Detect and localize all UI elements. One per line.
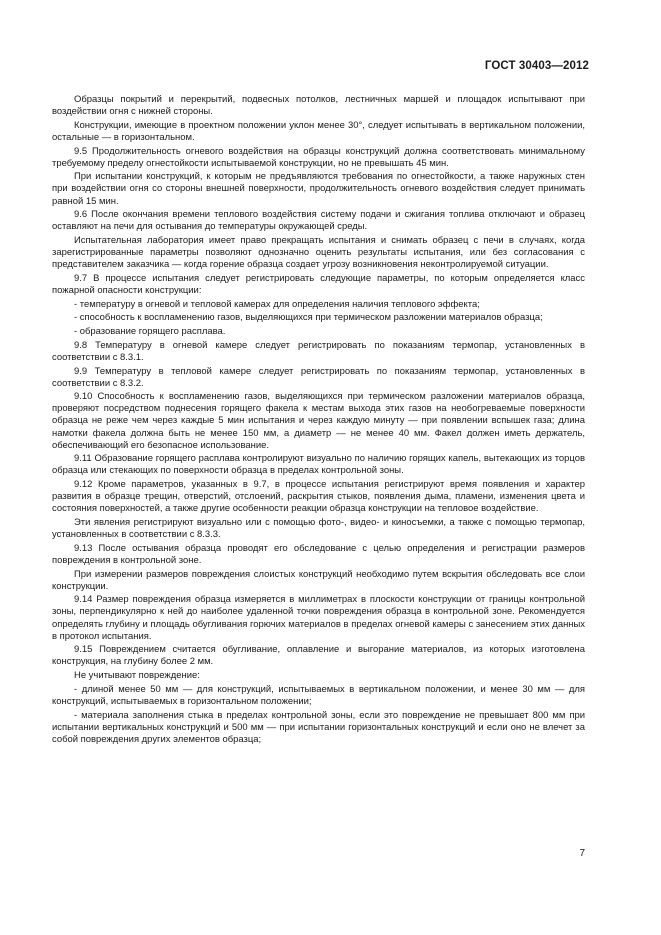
paragraph: 9.12 Кроме параметров, указанных в 9.7, в процессе испытания регистрируют время появления и характер развития в образце трещин, отверстий, отслоений, раскрытия стыков, появления дыма, пламени, изменения цвета и состояния поверхностей, а также другие особенности реакции образца конструкции на тепловое воздействие. (52, 479, 585, 515)
paragraph: 9.8 Температуру в огневой камере следует регистрировать по показаниям термопар, установленных в соответствии с 8.3.1. (52, 339, 585, 363)
paragraph: 9.7 В процессе испытания следует регистрировать следующие параметры, по которым определяется класс пожарной опасности конструкции: (52, 272, 585, 296)
list-item: - способность к воспламенению газов, выделяющихся при термическом разложении материалов образца; (74, 312, 543, 324)
document-header: ГОСТ 30403—2012 (484, 60, 589, 72)
paragraph: Эти явления регистрируют визуально или с помощью фото-, видео- и киносъемки, а также с помощью термопар, установленных в соответствии с 8.3.3. (52, 517, 585, 541)
paragraph: При измерении размеров повреждения слоистых конструкций необходимо путем вскрытия обследовать все слои конструкции. (52, 568, 585, 592)
paragraph: 9.10 Способность к воспламенению газов, выделяющихся при термическом разложении материалов образца, проверяют посредством поднесения горящего факела к местам выхода этих газов на необогреваемые поверхности образца не реже чем через каждые 5 мин испытания и через каждую минуту — при появлении вспышек газа; длина намотки факела должна быть не менее 150 мм, а диаметр — не менее 40 мм. Факел должен иметь держатель, обеспечивающий его безопасное использование. (52, 391, 585, 451)
document-body (52, 94, 585, 747)
paragraph: Конструкции, имеющие в проектном положении уклон менее 30°, следует испытывать в вертикальном положении, остальные — в горизонтальном. (52, 119, 585, 143)
paragraph: Не учитывают повреждение: (74, 670, 200, 682)
paragraph: 9.9 Температуру в тепловой камере следует регистрировать по показаниям термопар, установленных в соответствии с 8.3.2. (52, 365, 585, 389)
paragraph: 9.5 Продолжительность огневого воздействия на образцы конструкций должна соответствовать минимальному требуемому пределу огнестойкости испытываемой конструкции, но не превышать 45 мин. (52, 145, 585, 169)
paragraph: 9.11 Образование горящего расплава контролируют визуально по наличию горящих капель, вытекающих из торцов образца или стекающих по поверхности образца в пределах контрольной зоны. (52, 453, 585, 477)
paragraph: Испытательная лаборатория имеет право прекращать испытания и снимать образец с печи в случаях, когда зарегистрированные параметры позволяют однозначно оценить результаты испытания, или без согласования с представителем заказчика — когда горение образца создает угрозу возникновения неконтролируемой ситуации. (52, 235, 585, 271)
list-item: - температуру в огневой и тепловой камерах для определения наличия теплового эффекта; (74, 298, 480, 310)
paragraph: 9.15 Повреждением считается обугливание, оплавление и выгорание материалов, из которых изготовлена конструкция, на глубину более 2 мм. (52, 644, 585, 668)
list-item: - образование горящего расплава. (74, 326, 226, 338)
page-number: 7 (579, 848, 585, 859)
paragraph: Образцы покрытий и перекрытий, подвесных потолков, лестничных маршей и площадок испытывают при воздействии огня с нижней стороны. (52, 94, 585, 118)
paragraph: 9.13 После остывания образца проводят его обследование с целью определения и регистрации размеров повреждения в контрольной зоне. (52, 542, 585, 566)
list-item: - материала заполнения стыка в пределах контрольной зоны, если это повреждение не превышает 800 мм при испытании вертикальных конструкций и 500 мм — при испытании горизонтальных конструкций и если оно не влечет за собой повреждения других элементов образца; (52, 709, 585, 745)
list-item: - длиной менее 50 мм — для конструкций, испытываемых в вертикальном положении, и менее 30 мм — для конструкций, испытываемых в горизонтальном положении; (52, 683, 585, 707)
paragraph: 9.14 Размер повреждения образца измеряется в миллиметрах в плоскости конструкции от границы контрольной зоны, перпендикулярно к ней до наиболее удаленной точки повреждения образца в контрольной зоне. Рекомендуется определять глубину и площадь обугливания горючих материалов в пределах огневой камеры с занесением этих данных в протокол испытания. (52, 594, 585, 642)
paragraph: При испытании конструкций, к которым не предъявляются требования по огнестойкости, а также наружных стен при воздействии огня со стороны внешней поверхности, продолжительность огневого воздействия следует принимать равной 15 мин. (52, 171, 585, 207)
paragraph: 9.6 После окончания времени теплового воздействия систему подачи и сжигания топлива отключают и образец оставляют на печи для остывания до температуры окружающей среды. (52, 209, 585, 233)
